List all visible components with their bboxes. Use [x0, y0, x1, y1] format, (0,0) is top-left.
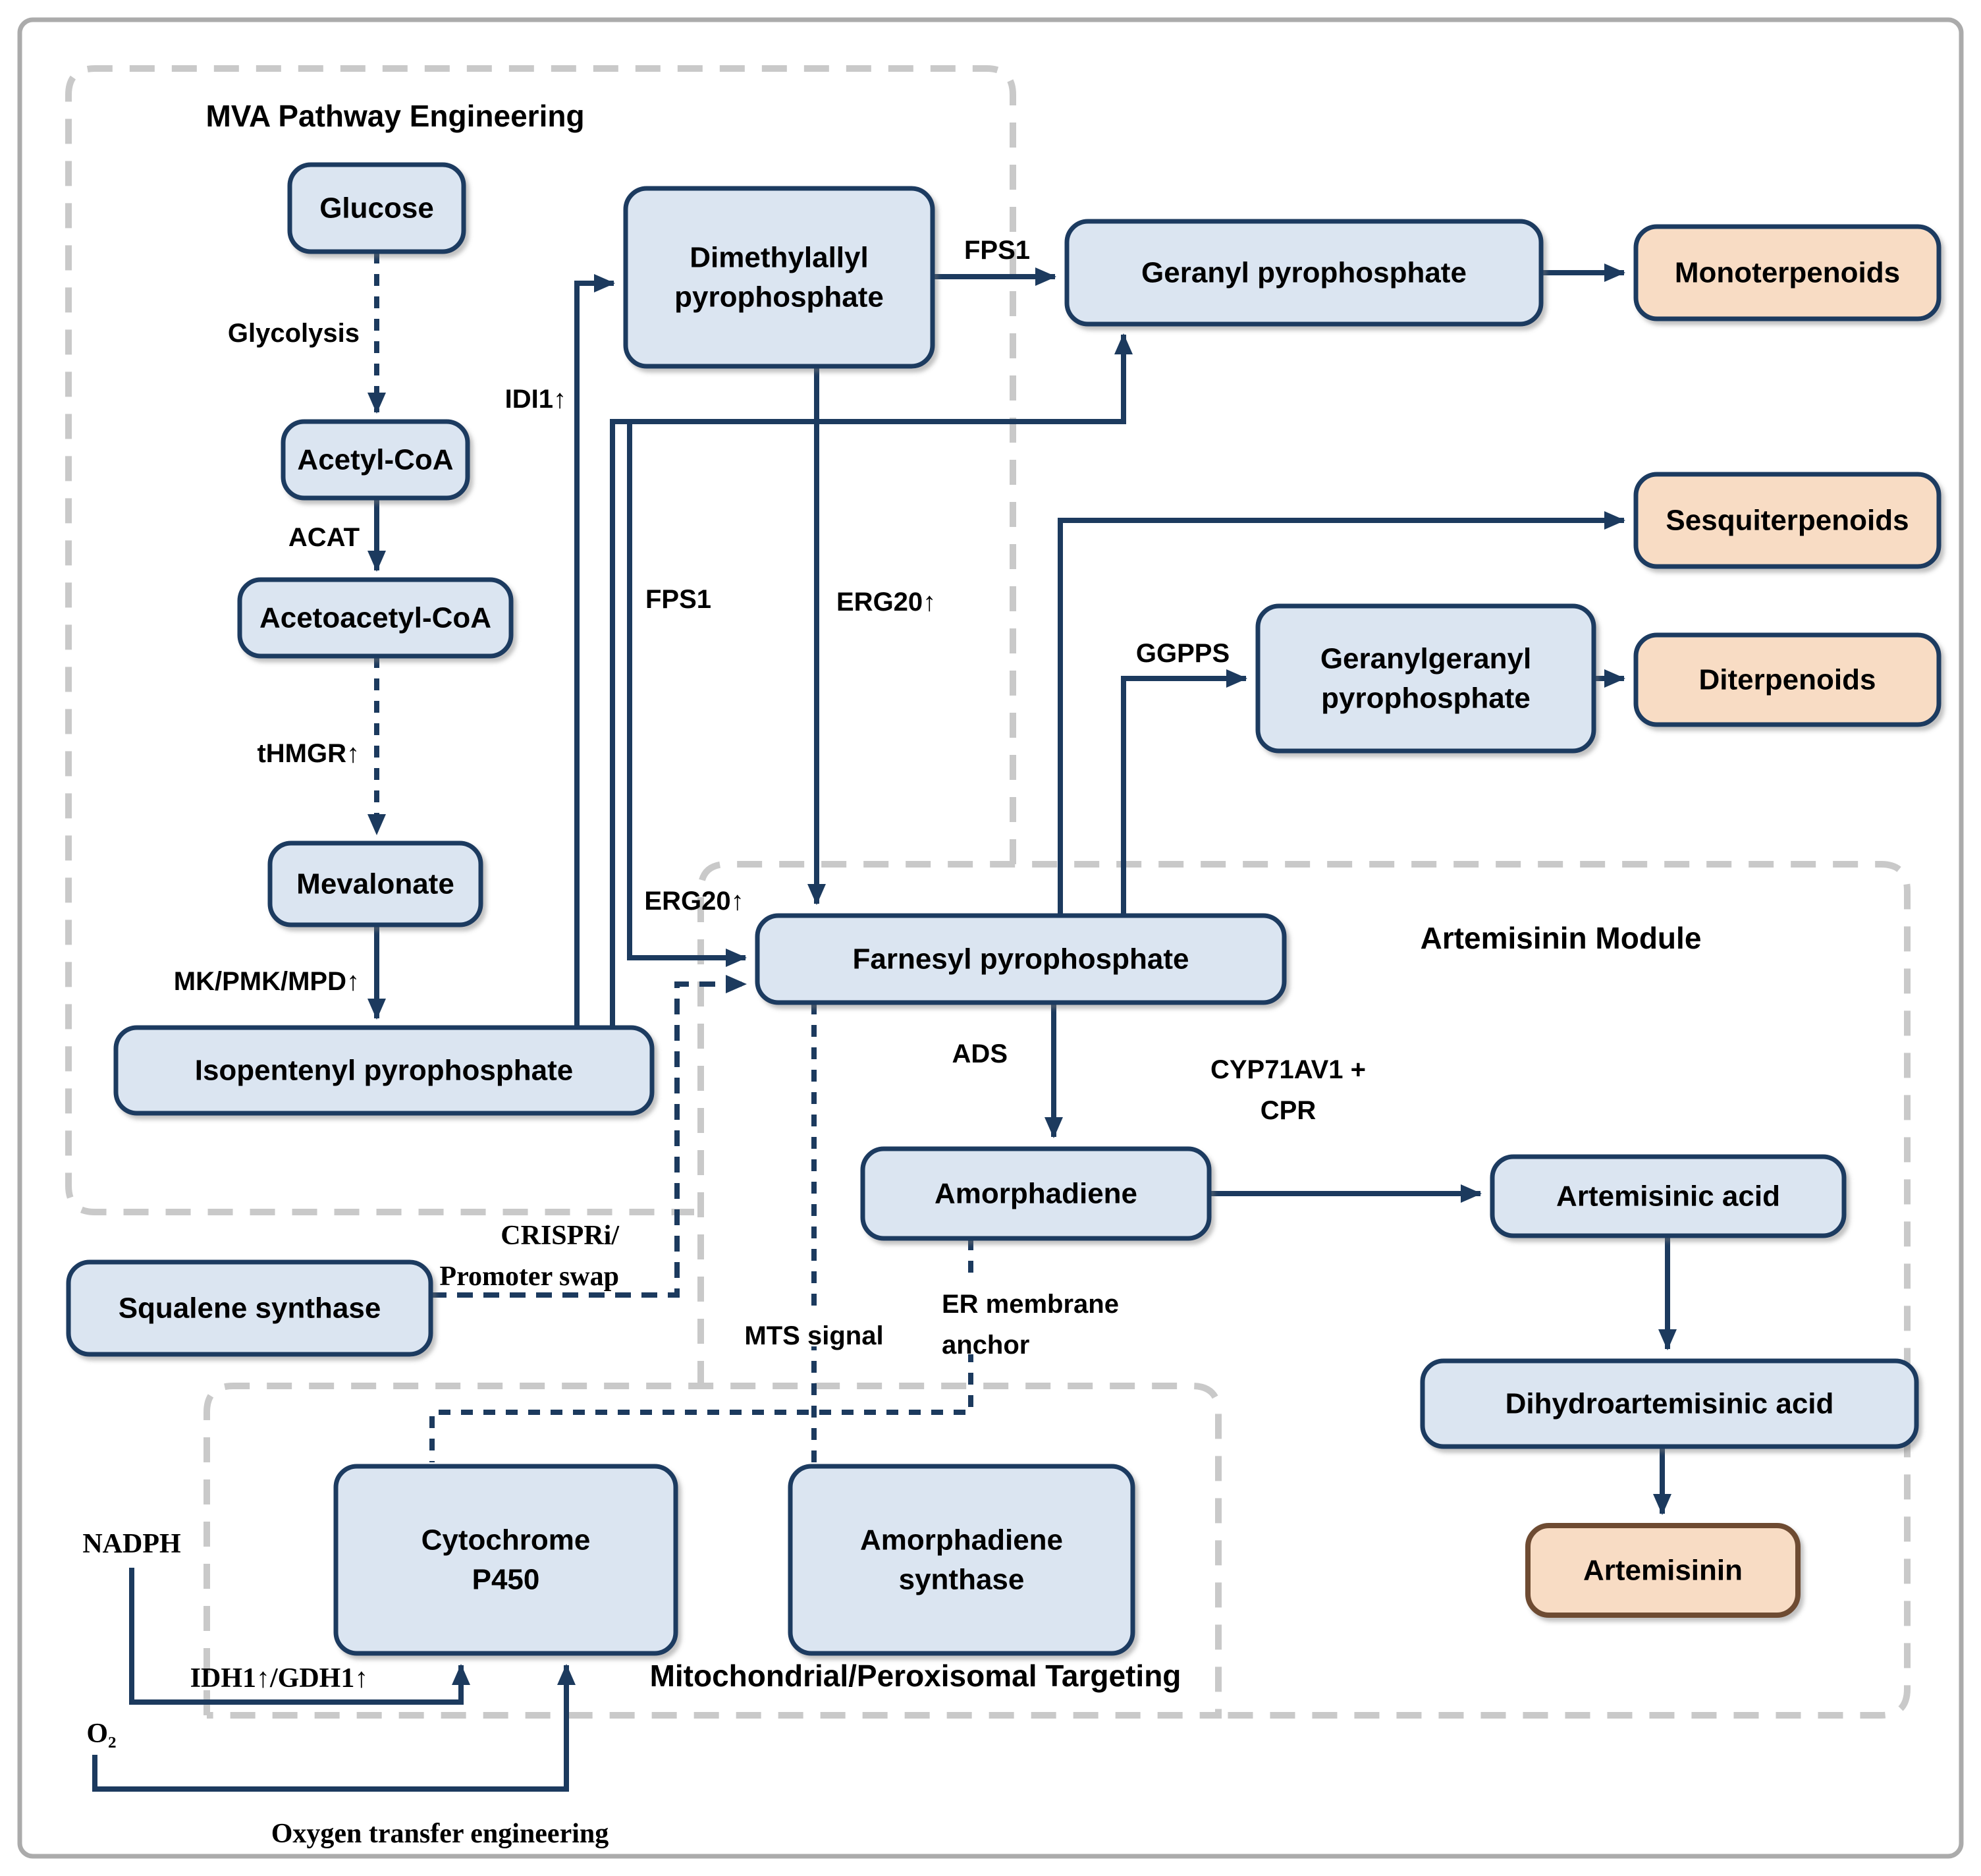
node-dmapp-line-1: pyrophosphate	[674, 281, 884, 314]
node-diterpenoids	[1636, 635, 1939, 725]
label-fps1-side	[645, 585, 711, 614]
node-cytochrome-p450-line-0: Cytochrome	[421, 1524, 591, 1557]
node-ggpp-box	[1258, 606, 1594, 751]
node-artemisinin	[1528, 1526, 1798, 1615]
node-acetoacetyl-coa-label	[259, 602, 491, 634]
node-dmapp-line-0: Dimethylallyl	[690, 241, 869, 274]
label-mva-title-line-0: MVA Pathway Engineering	[205, 99, 585, 133]
node-acetoacetyl-coa	[240, 580, 511, 656]
label-mk-pmk-mpd-line-0: MK/PMK/MPD↑	[173, 967, 360, 996]
label-erg20-upper	[836, 588, 936, 617]
node-cytochrome-p450-line-1: P450	[472, 1563, 540, 1596]
node-ipp-line-0: Isopentenyl pyrophosphate	[194, 1054, 574, 1087]
label-acat-line-0: ACAT	[288, 523, 360, 552]
node-ggpp-line-1: pyrophosphate	[1321, 682, 1531, 715]
node-monoterpenoids	[1636, 227, 1939, 319]
node-ggpp-line-0: Geranylgeranyl	[1320, 642, 1532, 675]
node-artemisinic-acid-line-0: Artemisinic acid	[1556, 1180, 1780, 1213]
node-cytochrome-p450-box	[336, 1466, 676, 1653]
node-squalene-synthase	[68, 1262, 431, 1354]
node-amorphadiene-synthase	[790, 1466, 1133, 1653]
node-monoterpenoids-line-0: Monoterpenoids	[1674, 256, 1901, 289]
label-fps1-top-line-0: FPS1	[963, 236, 1031, 265]
node-acetyl-coa-line-0: Acetyl-CoA	[297, 443, 454, 476]
label-oxygen-transfer-line-0: Oxygen transfer engineering	[271, 1819, 609, 1849]
label-fps1-top	[964, 236, 1030, 265]
node-glucose-label	[319, 192, 434, 225]
label-ads-line-0: ADS	[952, 1039, 1008, 1068]
label-ggpps	[1136, 639, 1230, 668]
label-idi1-line-0: IDI1↑	[504, 385, 566, 414]
label-crispri-line-0: CRISPRi/	[501, 1221, 619, 1251]
node-acetyl-coa	[283, 422, 468, 498]
label-er-membrane-anchor-line-1: anchor	[942, 1331, 1030, 1360]
node-dmapp	[626, 188, 933, 366]
node-ggpp	[1258, 606, 1594, 751]
node-gpp-label	[1141, 257, 1467, 289]
node-gpp	[1067, 221, 1541, 324]
label-glycolysis-line-0: Glycolysis	[227, 319, 360, 348]
label-cyp71av1-cpr-line-1: CPR	[1260, 1096, 1316, 1125]
label-nadph	[82, 1529, 180, 1559]
label-erg20-upper-line-0: ERG20↑	[836, 588, 936, 617]
node-acetoacetyl-coa-line-0: Acetoacetyl-CoA	[259, 601, 492, 634]
node-amorphadiene-synthase-box	[790, 1466, 1133, 1653]
node-mevalonate-label	[296, 868, 454, 900]
node-fpp-line-0: Farnesyl pyrophosphate	[852, 943, 1189, 976]
label-erg20-lower-line-0: ERG20↑	[644, 887, 744, 916]
node-artemisinic-acid-label	[1556, 1180, 1780, 1213]
node-acetyl-coa-label	[297, 444, 453, 476]
node-dihydroartemisinic-acid-line-0: Dihydroartemisinic acid	[1505, 1387, 1834, 1420]
label-mts-signal	[744, 1321, 883, 1350]
label-acat	[288, 523, 360, 552]
node-diterpenoids-line-0: Diterpenoids	[1698, 663, 1876, 696]
label-mva-title	[205, 99, 584, 133]
node-fpp-label	[852, 943, 1189, 976]
label-glycolysis	[228, 319, 360, 348]
node-monoterpenoids-label	[1675, 257, 1900, 289]
node-fpp	[757, 916, 1284, 1003]
label-fps1-side-line-0: FPS1	[645, 585, 712, 614]
label-artemisinin-module	[1421, 921, 1702, 955]
label-o2	[86, 1719, 116, 1749]
label-mk-pmk-mpd	[174, 967, 360, 996]
label-er-membrane-anchor-line-0: ER membrane	[942, 1290, 1119, 1319]
label-idi1	[505, 385, 566, 414]
node-mevalonate	[270, 843, 481, 925]
node-glucose-line-0: Glucose	[319, 192, 434, 225]
node-sesquiterpenoids-line-0: Sesquiterpenoids	[1666, 504, 1909, 537]
node-dmapp-box	[626, 188, 933, 366]
label-idh1-gdh1	[190, 1663, 369, 1694]
label-crispri-line-1: Promoter swap	[439, 1261, 619, 1292]
label-thmgr-line-0: tHMGR↑	[257, 739, 360, 768]
label-mito-title-line-0: Mitochondrial/Peroxisomal Targeting	[649, 1659, 1181, 1693]
label-nadph-line-0: NADPH	[82, 1529, 181, 1559]
node-ipp-label	[195, 1055, 574, 1087]
label-mito-title	[650, 1659, 1181, 1693]
label-ads	[952, 1039, 1008, 1068]
label-ggpps-line-0: GGPPS	[1135, 639, 1230, 668]
node-diterpenoids-label	[1699, 664, 1876, 696]
node-dihydroartemisinic-acid	[1423, 1361, 1916, 1447]
node-ipp	[116, 1028, 652, 1113]
node-gpp-line-0: Geranyl pyrophosphate	[1141, 256, 1467, 289]
label-artemisinin-module-line-0: Artemisinin Module	[1420, 921, 1702, 955]
node-sesquiterpenoids-label	[1666, 505, 1909, 537]
node-dihydroartemisinic-acid-label	[1506, 1388, 1834, 1420]
node-artemisinic-acid	[1492, 1157, 1844, 1236]
label-mts-signal-line-0: MTS signal	[744, 1321, 884, 1350]
node-amorphadiene-label	[935, 1178, 1137, 1210]
node-sesquiterpenoids	[1636, 474, 1939, 566]
node-mevalonate-line-0: Mevalonate	[296, 868, 454, 900]
node-squalene-synthase-line-0: Squalene synthase	[118, 1292, 381, 1325]
node-amorphadiene-synthase-line-0: Amorphadiene	[859, 1524, 1064, 1557]
label-thmgr	[257, 739, 360, 768]
node-glucose	[290, 165, 464, 252]
label-cyp71av1-cpr-line-0: CYP71AV1 +	[1210, 1055, 1367, 1084]
label-erg20-lower	[644, 887, 744, 916]
node-amorphadiene-line-0: Amorphadiene	[934, 1177, 1138, 1210]
node-cytochrome-p450	[336, 1466, 676, 1653]
node-amorphadiene-synthase-line-1: synthase	[898, 1563, 1025, 1596]
node-squalene-synthase-label	[119, 1292, 381, 1325]
node-amorphadiene	[863, 1149, 1209, 1238]
label-oxygen-transfer	[271, 1819, 609, 1849]
label-idh1-gdh1-line-0: IDH1↑/GDH1↑	[190, 1663, 369, 1694]
node-artemisinin-label	[1583, 1555, 1743, 1587]
label-o2-line-0: O₂	[86, 1719, 117, 1749]
node-artemisinin-line-0: Artemisinin	[1583, 1554, 1743, 1587]
